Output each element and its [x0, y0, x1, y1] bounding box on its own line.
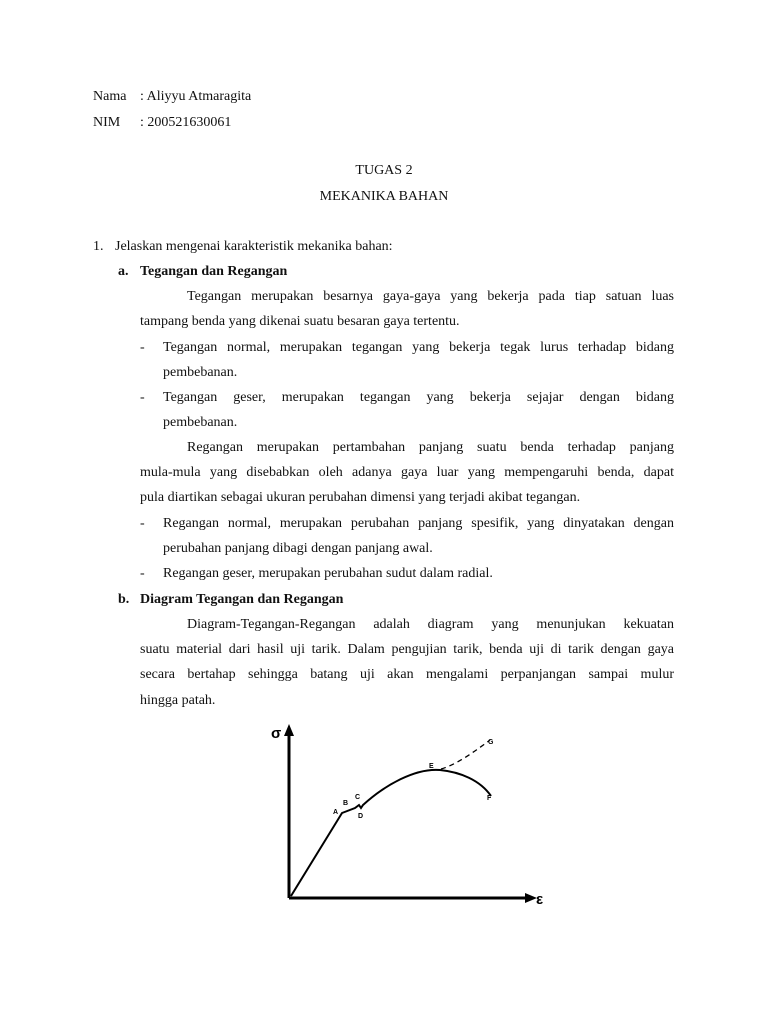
y-axis-arrow — [284, 724, 294, 736]
title-line1: TUGAS 2 — [355, 163, 413, 178]
bullet-dash: - — [140, 340, 145, 355]
bullet3-line1: Regangan normal, merupakan perubahan panjang spesifik, yang dinyatakan dengan — [163, 516, 674, 531]
section-a-para2-line2: mula-mula yang disebabkan oleh adanya gaya luar yang mempengaruhi benda, dapat — [140, 465, 674, 480]
x-axis-label: ε — [536, 891, 544, 908]
section-b-marker: b. — [118, 592, 130, 607]
bullet4-line1: Regangan geser, merupakan perubahan sudut dalam radial. — [163, 566, 493, 581]
bullet-dash: - — [140, 566, 145, 581]
section-a-marker: a. — [118, 264, 129, 279]
question-number: 1. — [93, 239, 104, 254]
point-label-d: D — [358, 813, 364, 820]
section-a-para1-line2: tampang benda yang dikenai suatu besaran gaya tertentu. — [140, 314, 460, 329]
section-b-para-line2: suatu material dari hasil uji tarik. Dalam pengujian tarik, benda uji di tarik dengan gaya — [140, 642, 674, 657]
section-a-para1-line1: Tegangan merupakan besarnya gaya-gaya yang bekerja pada tiap satuan luas — [187, 289, 674, 304]
question-text: Jelaskan mengenai karakteristik mekanika bahan: — [115, 239, 393, 254]
section-a-heading: Tegangan dan Regangan — [140, 264, 288, 279]
section-a-para2-line1: Regangan merupakan pertambahan panjang suatu benda terhadap panjang — [187, 440, 674, 455]
nim-label: NIM — [93, 115, 121, 130]
stress-strain-diagram — [255, 720, 555, 915]
section-b-para-line4: hingga patah. — [140, 693, 216, 708]
nama-value: : Aliyyu Atmaragita — [140, 89, 252, 104]
nim-value: : 200521630061 — [140, 115, 232, 130]
point-label-g: G — [488, 739, 494, 746]
point-label-a: A — [333, 809, 339, 816]
bullet2-line2: pembebanan. — [163, 415, 238, 430]
stress-strain-curve — [291, 770, 491, 896]
bullet1-line2: pembebanan. — [163, 365, 238, 380]
title-line2: MEKANIKA BAHAN — [319, 189, 449, 204]
y-axis-label: σ — [271, 725, 282, 742]
bullet1-line1: Tegangan normal, merupakan tegangan yang bekerja tegak lurus terhadap bidang — [163, 340, 674, 355]
point-label-f: F — [487, 795, 492, 802]
section-b-heading: Diagram Tegangan dan Regangan — [140, 592, 344, 607]
nama-label: Nama — [93, 89, 127, 104]
bullet-dash: - — [140, 516, 145, 531]
point-label-b: B — [343, 800, 349, 807]
bullet-dash: - — [140, 390, 145, 405]
bullet2-line1: Tegangan geser, merupakan tegangan yang bekerja sejajar dengan bidang — [163, 390, 674, 405]
point-label-c: C — [355, 794, 361, 801]
true-stress-dashed-curve — [441, 740, 490, 769]
section-a-para2-line3: pula diartikan sebagai ukuran perubahan dimensi yang terjadi akibat tegangan. — [140, 490, 581, 505]
section-b-para-line3: secara bertahap sehingga batang uji akan mengalami perpanjangan sampai mulur — [140, 667, 674, 682]
point-label-e: E — [429, 763, 434, 770]
section-b-para-line1: Diagram-Tegangan-Regangan adalah diagram yang menunjukan kekuatan — [187, 617, 674, 632]
bullet3-line2: perubahan panjang dibagi dengan panjang awal. — [163, 541, 433, 556]
